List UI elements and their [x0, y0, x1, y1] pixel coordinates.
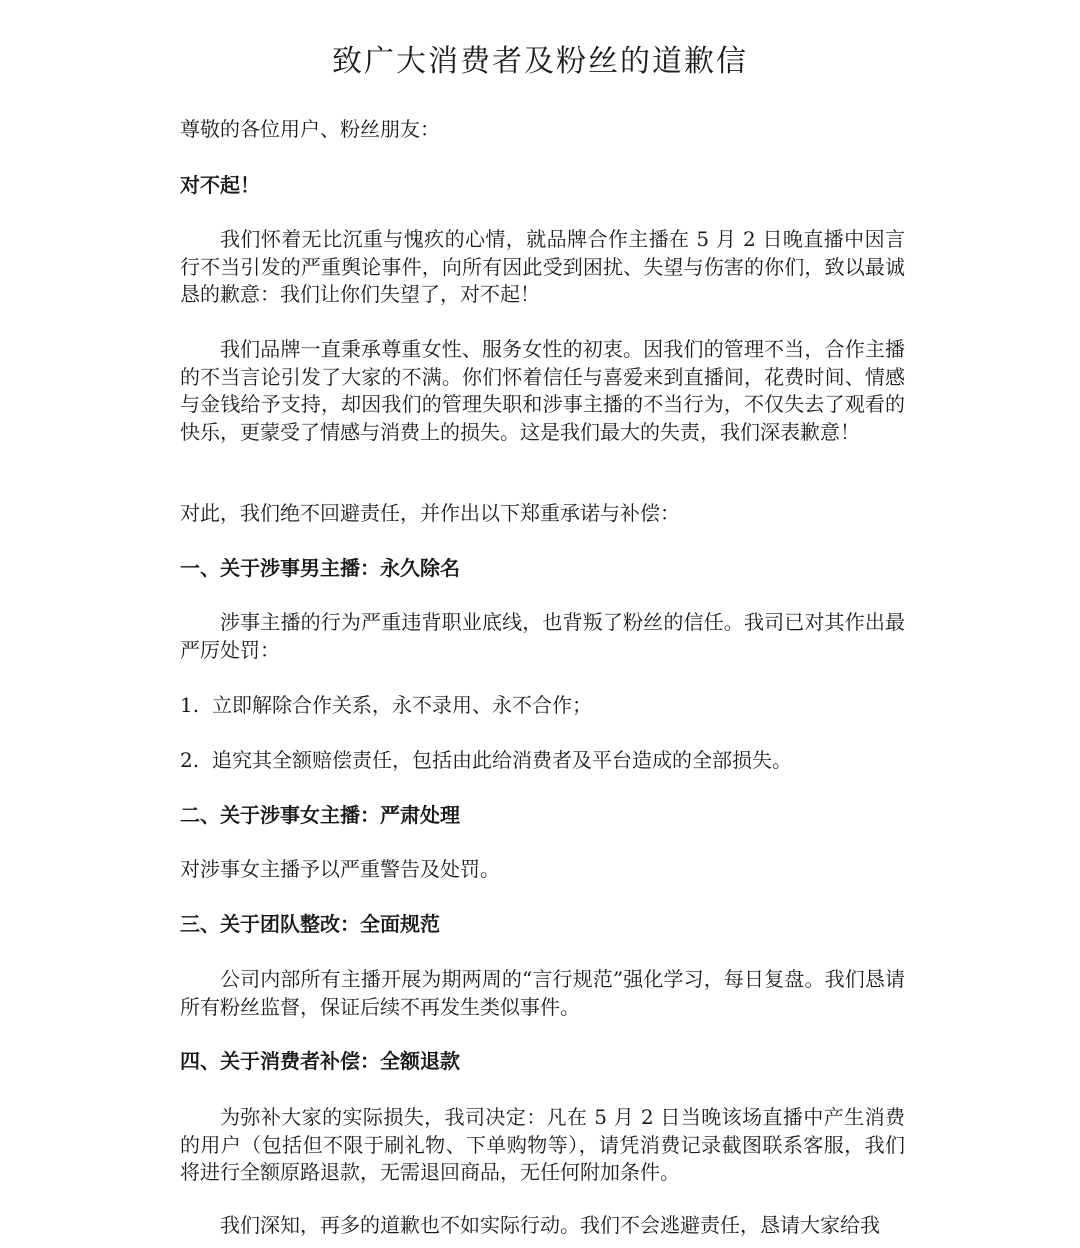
section-2-body: 对涉事女主播予以严重警告及处罚。: [180, 857, 500, 881]
list-item-2-text: 追究其全额赔偿责任，包括由此给消费者及平台造成的全部损失。: [212, 748, 792, 772]
section-1-body: 涉事主播的行为严重违背职业底线，也背叛了粉丝的信任。我司已对其作出最严厉处罚：: [180, 610, 905, 662]
list-item-1: [180, 692, 905, 720]
section-2-heading: 二、关于涉事女主播：严肃处理: [180, 803, 460, 827]
list-item-1-text: 立即解除合作关系，永不录用、永不合作；: [212, 693, 592, 717]
section-3-heading: 三、关于团队整改：全面规范: [180, 912, 440, 936]
list-item-2-number: 2.: [180, 748, 200, 772]
section-1-heading: 一、关于涉事男主播：永久除名: [180, 556, 460, 580]
apology-line: 对不起！: [180, 173, 260, 197]
paragraph-1: 我们怀着无比沉重与愧疚的心情，就品牌合作主播在 5 月 2 日晚直播中因言行不当引发的严重舆论事件，向所有因此受到困扰、失望与伤害的你们，致以最诚恳的歉意：我们让你们失望了，对不起！: [180, 227, 905, 306]
list-item-1-number: 1.: [180, 693, 200, 717]
greeting: 尊敬的各位用户、粉丝朋友：: [180, 117, 440, 141]
section-4-body: 为弥补大家的实际损失，我司决定：凡在 5 月 2 日当晚该场直播中产生消费的用户（包括但不限于刷礼物、下单购物等），请凭消费记录截图联系客服，我们将进行全额原路退款，无需退回商品，无任何附加条件。: [180, 1105, 905, 1184]
paragraph-2: 我们品牌一直秉承尊重女性、服务女性的初衷。因我们的管理不当，合作主播的不当言论引发了大家的不满。你们怀着信任与喜爱来到直播间，花费时间、情感与金钱给予支持，却因我们的管理失职和涉事主播的不当行为，不仅失去了观看的快乐，更蒙受了情感与消费上的损失。这是我们最大的失责，我们深表歉意！: [180, 337, 905, 444]
section-4-heading: 四、关于消费者补偿：全额退款: [180, 1049, 460, 1073]
section-3-body: 公司内部所有主播开展为期两周的“言行规范”强化学习，每日复盘。我们恳请所有粉丝监督，保证后续不再发生类似事件。: [180, 967, 905, 1019]
paragraph-3: 对此，我们绝不回避责任，并作出以下郑重承诺与补偿：: [180, 501, 680, 525]
document-title: 致广大消费者及粉丝的道歉信: [332, 44, 748, 79]
closing-paragraph: 我们深知，再多的道歉也不如实际行动。我们不会逃避责任，恳请大家给我: [220, 1213, 880, 1237]
list-item-2: [180, 747, 905, 775]
